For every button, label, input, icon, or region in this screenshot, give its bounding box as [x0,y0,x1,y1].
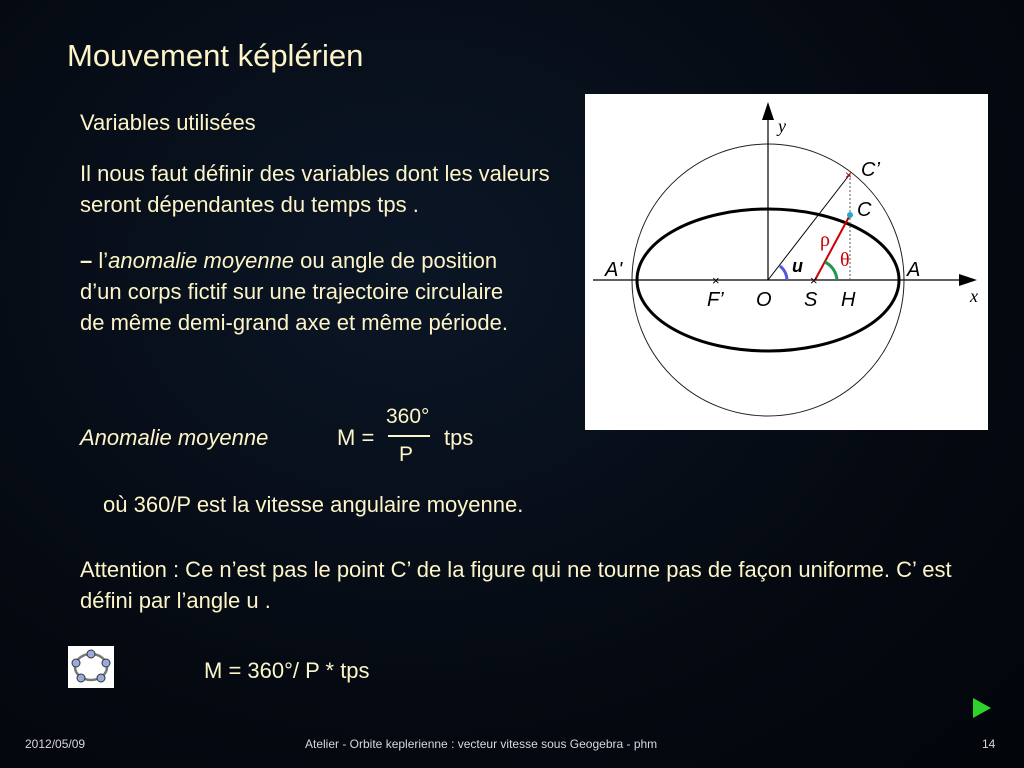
label-x: x [970,286,978,306]
attention-text-2: de la figure qui ne tourne pas de façon uniforme. [410,557,897,582]
where-rest: est la vitesse angulaire moyenne. [190,492,524,517]
bullet-rest: ou angle de position d’un corps fictif sur une trajectoire circulaire de même demi-grand axe et même période. [80,248,508,335]
attention-paragraph [80,554,960,616]
formula-numerator: 360° [386,405,430,428]
u-angle-arc [780,266,787,280]
play-triangle-icon[interactable] [973,698,991,718]
label-h: H [841,289,856,311]
attention-text-3: est défini par l’angle [80,557,952,613]
where-var: 360/P [133,492,191,517]
formula-lhs: M = [337,425,375,450]
label-s: S [804,289,818,311]
bullet-dash: – [80,248,99,273]
inline-formula: M = 360°/ P * tps [204,658,370,683]
s-cross: × [810,273,818,288]
cprime-cross: × [845,168,853,182]
label-rho: ρ [820,229,830,251]
footer-title: Atelier - Orbite keplerienne : vecteur vitesse sous Geogebra - phm [305,737,658,751]
formula-label: Anomalie moyenne [80,425,269,450]
slide-title: Mouvement képlérien [67,38,364,73]
bullet-prefix: l’ [98,248,109,273]
footer-page-number: 14 [982,737,996,751]
attention-var-3: u [246,588,259,613]
kepler-figure [585,94,988,430]
label-c: C [857,199,872,221]
geogebra-icon[interactable] [68,646,114,688]
label-c-prime: C’ [861,159,880,181]
label-y: y [778,116,786,136]
where-line [103,492,523,518]
label-o: O [756,289,772,311]
where-prefix: où [103,492,134,517]
attention-var-2: C’ [896,557,917,582]
theta-angle-arc [825,262,837,280]
point-c [847,212,853,218]
x-axis-arrow [959,274,977,286]
kepler-diagram [585,94,988,430]
bullet-paragraph [80,245,520,338]
label-a: A [907,259,921,281]
formula-tps: tps [444,425,474,450]
line-o-cprime [768,174,850,280]
y-axis-arrow [762,102,774,120]
intro-end: . [406,192,419,217]
attention-text-1: Attention : Ce n’est pas le point [80,557,391,582]
intro-paragraph [80,158,570,220]
fprime-cross: × [712,273,720,288]
label-f-prime: F’ [707,289,724,311]
slide-subtitle: Variables utilisées [80,110,256,135]
attention-end: . [258,588,271,613]
attention-var-1: C’ [390,557,411,582]
label-u: u [792,256,803,276]
intro-text: Il nous faut définir des variables dont les valeurs seront dépendantes du temps [80,161,550,217]
label-theta: θ [840,249,850,271]
fraction-bar [388,435,430,437]
formula-denominator: P [399,443,414,466]
bullet-term: anomalie moyenne [108,248,295,273]
footer-date: 2012/05/09 [25,737,86,751]
label-a-prime: A' [605,259,623,281]
intro-variable: tps [377,192,407,217]
